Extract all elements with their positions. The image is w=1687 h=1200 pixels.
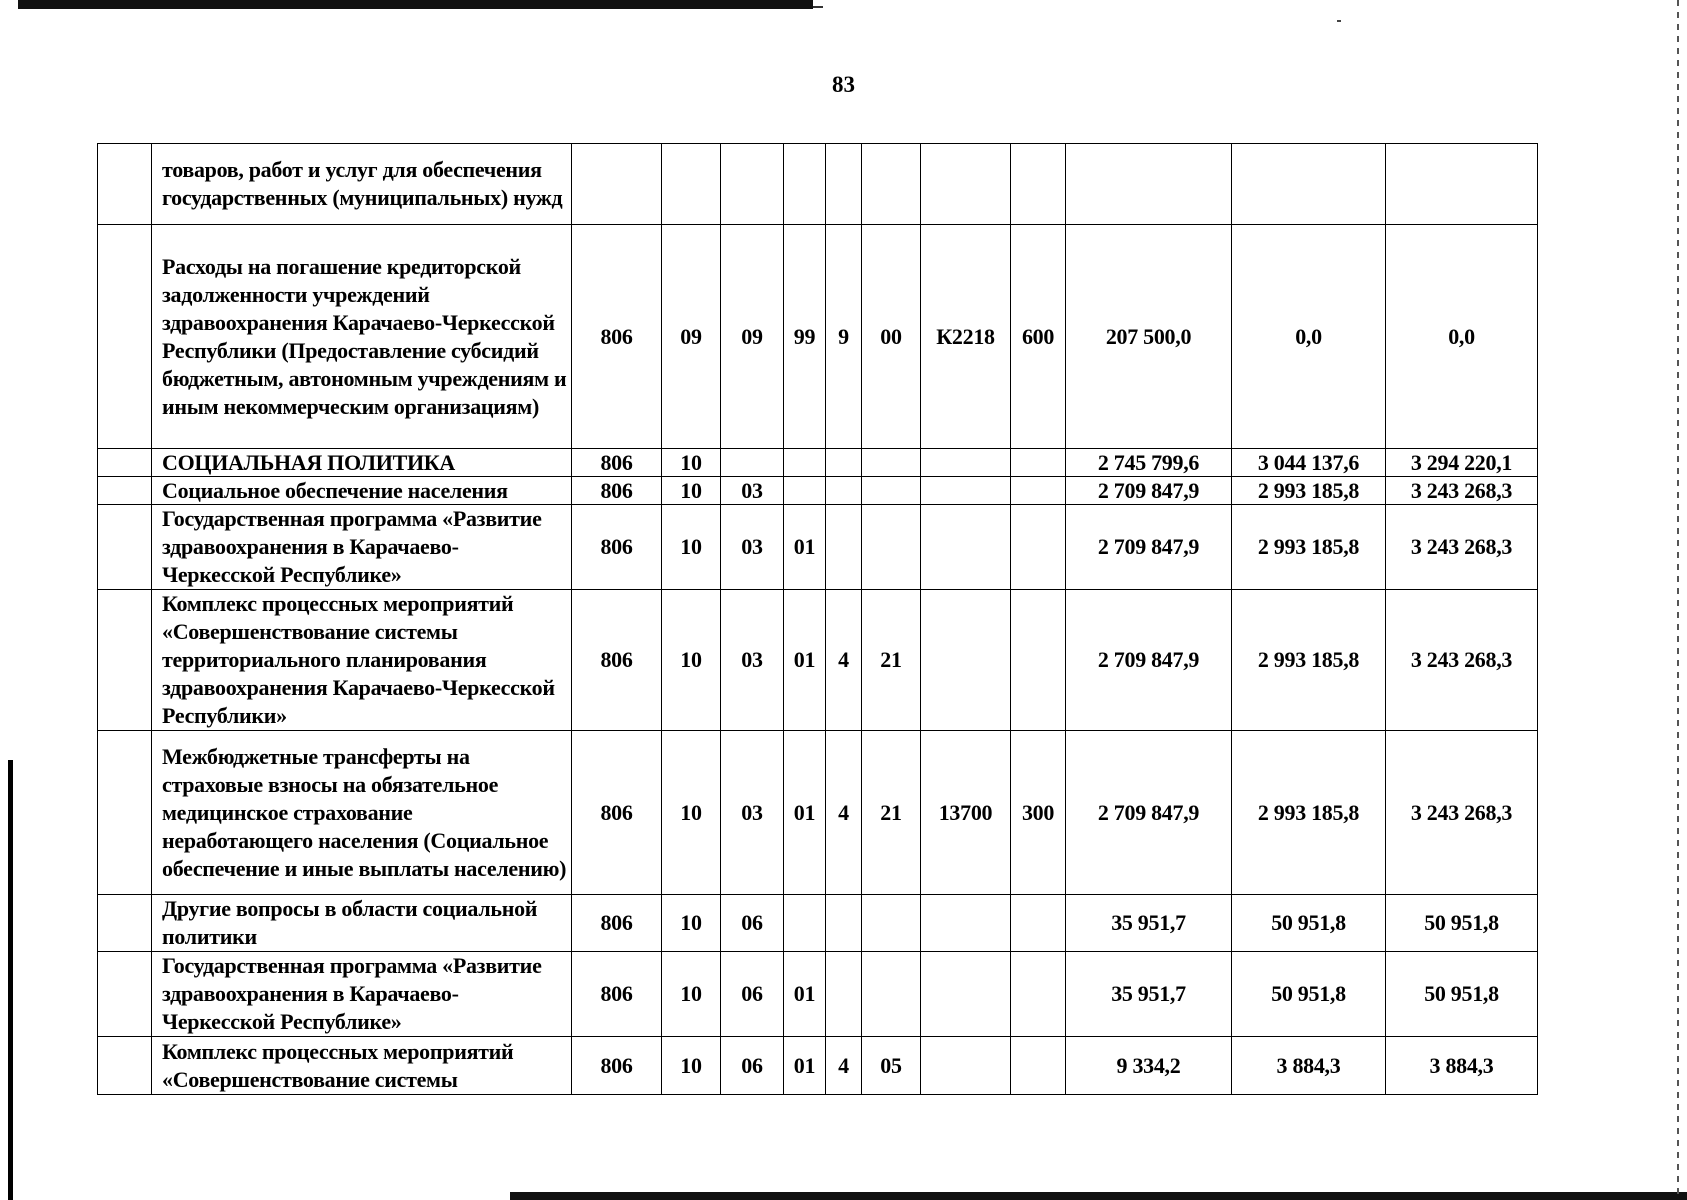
section-cell: 10 bbox=[662, 952, 721, 1037]
subsection-cell: 06 bbox=[721, 895, 784, 952]
year1-amount-cell: 2 709 847,9 bbox=[1066, 731, 1232, 895]
event-cell: 05 bbox=[862, 1037, 921, 1095]
scan-edge-left bbox=[8, 760, 13, 1200]
table-row bbox=[98, 477, 1538, 505]
subprogram-cell: 9 bbox=[826, 225, 862, 449]
scan-edge-top bbox=[18, 0, 813, 9]
item-name-cell: Социальное обеспечение населения bbox=[152, 477, 572, 505]
item-name-cell: Расходы на погашение кредиторской задолженности учреждений здравоохранения Карачаево-Черкесской Республики (Предоставление субсидий бюджетным, автономным учреждениям и иным некоммерческим организациям) bbox=[152, 225, 572, 449]
subsection-cell: 03 bbox=[721, 731, 784, 895]
year3-amount-cell: 3 294 220,1 bbox=[1386, 449, 1538, 477]
subsection-cell: 06 bbox=[721, 1037, 784, 1095]
direction-cell bbox=[921, 1037, 1011, 1095]
item-name-cell: товаров, работ и услуг для обеспечения государственных (муниципальных) нужд bbox=[152, 144, 572, 225]
row-number-cell bbox=[98, 477, 152, 505]
item-name-cell: Государственная программа «Развитие здравоохранения в Карачаево-Черкесской Республике» bbox=[152, 505, 572, 590]
year3-amount-cell: 3 243 268,3 bbox=[1386, 731, 1538, 895]
scan-speck bbox=[1337, 20, 1341, 22]
event-cell bbox=[862, 952, 921, 1037]
section-cell: 10 bbox=[662, 590, 721, 731]
direction-cell bbox=[921, 144, 1011, 225]
year2-amount-cell: 2 993 185,8 bbox=[1232, 590, 1386, 731]
row-number-cell bbox=[98, 1037, 152, 1095]
year1-amount-cell: 2 709 847,9 bbox=[1066, 590, 1232, 731]
year1-amount-cell: 2 709 847,9 bbox=[1066, 505, 1232, 590]
year2-amount-cell bbox=[1232, 144, 1386, 225]
program-cell: 01 bbox=[784, 1037, 826, 1095]
expense-type-cell bbox=[1011, 477, 1066, 505]
subsection-cell bbox=[721, 144, 784, 225]
expense-type-cell bbox=[1011, 952, 1066, 1037]
grbs-cell: 806 bbox=[572, 1037, 662, 1095]
year2-amount-cell: 3 884,3 bbox=[1232, 1037, 1386, 1095]
year1-amount-cell: 35 951,7 bbox=[1066, 895, 1232, 952]
subprogram-cell bbox=[826, 505, 862, 590]
year1-amount-cell: 2 745 799,6 bbox=[1066, 449, 1232, 477]
subprogram-cell bbox=[826, 449, 862, 477]
subprogram-cell bbox=[826, 144, 862, 225]
year2-amount-cell: 3 044 137,6 bbox=[1232, 449, 1386, 477]
row-number-cell bbox=[98, 731, 152, 895]
year3-amount-cell: 3 243 268,3 bbox=[1386, 505, 1538, 590]
direction-cell: К2218 bbox=[921, 225, 1011, 449]
page-number: 83 bbox=[832, 72, 855, 97]
direction-cell bbox=[921, 505, 1011, 590]
year2-amount-cell: 50 951,8 bbox=[1232, 952, 1386, 1037]
scan-edge-bottom bbox=[510, 1192, 1687, 1200]
section-cell: 10 bbox=[662, 477, 721, 505]
grbs-cell: 806 bbox=[572, 225, 662, 449]
program-cell bbox=[784, 895, 826, 952]
row-number-cell bbox=[98, 590, 152, 731]
year2-amount-cell: 50 951,8 bbox=[1232, 895, 1386, 952]
year3-amount-cell: 3 884,3 bbox=[1386, 1037, 1538, 1095]
subsection-cell: 09 bbox=[721, 225, 784, 449]
item-name-cell: СОЦИАЛЬНАЯ ПОЛИТИКА bbox=[152, 449, 572, 477]
program-cell: 01 bbox=[784, 731, 826, 895]
year1-amount-cell: 207 500,0 bbox=[1066, 225, 1232, 449]
section-cell: 10 bbox=[662, 449, 721, 477]
subsection-cell: 03 bbox=[721, 505, 784, 590]
program-cell bbox=[784, 477, 826, 505]
subprogram-cell: 4 bbox=[826, 590, 862, 731]
budget-table bbox=[97, 143, 1538, 1095]
expense-type-cell bbox=[1011, 1037, 1066, 1095]
grbs-cell: 806 bbox=[572, 505, 662, 590]
event-cell bbox=[862, 477, 921, 505]
direction-cell bbox=[921, 590, 1011, 731]
expense-type-cell bbox=[1011, 895, 1066, 952]
scan-edge-right bbox=[1677, 0, 1679, 1200]
program-cell: 01 bbox=[784, 505, 826, 590]
subprogram-cell bbox=[826, 477, 862, 505]
table-row bbox=[98, 505, 1538, 590]
year3-amount-cell: 50 951,8 bbox=[1386, 952, 1538, 1037]
item-name-cell: Другие вопросы в области социальной политики bbox=[152, 895, 572, 952]
row-number-cell bbox=[98, 895, 152, 952]
event-cell bbox=[862, 449, 921, 477]
item-name-cell: Межбюджетные трансферты на страховые взносы на обязательное медицинское страхование неработающего населения (Социальное обеспечение и иные выплаты населению) bbox=[152, 731, 572, 895]
item-name-cell: Государственная программа «Развитие здравоохранения в Карачаево-Черкесской Республике» bbox=[152, 952, 572, 1037]
year1-amount-cell: 9 334,2 bbox=[1066, 1037, 1232, 1095]
program-cell: 01 bbox=[784, 590, 826, 731]
subsection-cell bbox=[721, 449, 784, 477]
table-body bbox=[98, 144, 1538, 1095]
table-row bbox=[98, 895, 1538, 952]
expense-type-cell bbox=[1011, 144, 1066, 225]
row-number-cell bbox=[98, 505, 152, 590]
subsection-cell: 03 bbox=[721, 477, 784, 505]
direction-cell bbox=[921, 952, 1011, 1037]
subprogram-cell: 4 bbox=[826, 1037, 862, 1095]
table-row bbox=[98, 449, 1538, 477]
section-cell: 10 bbox=[662, 731, 721, 895]
expense-type-cell: 600 bbox=[1011, 225, 1066, 449]
program-cell bbox=[784, 449, 826, 477]
direction-cell bbox=[921, 895, 1011, 952]
direction-cell bbox=[921, 449, 1011, 477]
year3-amount-cell: 0,0 bbox=[1386, 225, 1538, 449]
year3-amount-cell: 3 243 268,3 bbox=[1386, 477, 1538, 505]
table-row bbox=[98, 225, 1538, 449]
event-cell bbox=[862, 895, 921, 952]
item-name-cell: Комплекс процессных мероприятий «Совершенствование системы bbox=[152, 1037, 572, 1095]
subsection-cell: 03 bbox=[721, 590, 784, 731]
grbs-cell: 806 bbox=[572, 731, 662, 895]
grbs-cell: 806 bbox=[572, 590, 662, 731]
row-number-cell bbox=[98, 225, 152, 449]
section-cell bbox=[662, 144, 721, 225]
grbs-cell: 806 bbox=[572, 952, 662, 1037]
expense-type-cell bbox=[1011, 505, 1066, 590]
expense-type-cell bbox=[1011, 590, 1066, 731]
year1-amount-cell bbox=[1066, 144, 1232, 225]
section-cell: 09 bbox=[662, 225, 721, 449]
event-cell: 21 bbox=[862, 590, 921, 731]
year2-amount-cell: 2 993 185,8 bbox=[1232, 731, 1386, 895]
section-cell: 10 bbox=[662, 505, 721, 590]
item-name-cell: Комплекс процессных мероприятий «Совершенствование системы территориального планирования здравоохранения Карачаево-Черкесской Республики» bbox=[152, 590, 572, 731]
expense-type-cell: 300 bbox=[1011, 731, 1066, 895]
grbs-cell bbox=[572, 144, 662, 225]
event-cell bbox=[862, 144, 921, 225]
program-cell: 99 bbox=[784, 225, 826, 449]
scan-edge-top-thin bbox=[813, 6, 823, 8]
direction-cell: 13700 bbox=[921, 731, 1011, 895]
grbs-cell: 806 bbox=[572, 477, 662, 505]
grbs-cell: 806 bbox=[572, 449, 662, 477]
year2-amount-cell: 0,0 bbox=[1232, 225, 1386, 449]
subprogram-cell bbox=[826, 895, 862, 952]
direction-cell bbox=[921, 477, 1011, 505]
table-row bbox=[98, 952, 1538, 1037]
event-cell: 21 bbox=[862, 731, 921, 895]
expense-type-cell bbox=[1011, 449, 1066, 477]
year3-amount-cell: 3 243 268,3 bbox=[1386, 590, 1538, 731]
row-number-cell bbox=[98, 144, 152, 225]
year3-amount-cell bbox=[1386, 144, 1538, 225]
table-row bbox=[98, 590, 1538, 731]
event-cell: 00 bbox=[862, 225, 921, 449]
row-number-cell bbox=[98, 449, 152, 477]
table-row bbox=[98, 1037, 1538, 1095]
table-row bbox=[98, 144, 1538, 225]
year3-amount-cell: 50 951,8 bbox=[1386, 895, 1538, 952]
subprogram-cell: 4 bbox=[826, 731, 862, 895]
event-cell bbox=[862, 505, 921, 590]
program-cell bbox=[784, 144, 826, 225]
table-row bbox=[98, 731, 1538, 895]
program-cell: 01 bbox=[784, 952, 826, 1037]
subprogram-cell bbox=[826, 952, 862, 1037]
year2-amount-cell: 2 993 185,8 bbox=[1232, 477, 1386, 505]
year1-amount-cell: 35 951,7 bbox=[1066, 952, 1232, 1037]
subsection-cell: 06 bbox=[721, 952, 784, 1037]
grbs-cell: 806 bbox=[572, 895, 662, 952]
section-cell: 10 bbox=[662, 1037, 721, 1095]
section-cell: 10 bbox=[662, 895, 721, 952]
year2-amount-cell: 2 993 185,8 bbox=[1232, 505, 1386, 590]
year1-amount-cell: 2 709 847,9 bbox=[1066, 477, 1232, 505]
row-number-cell bbox=[98, 952, 152, 1037]
